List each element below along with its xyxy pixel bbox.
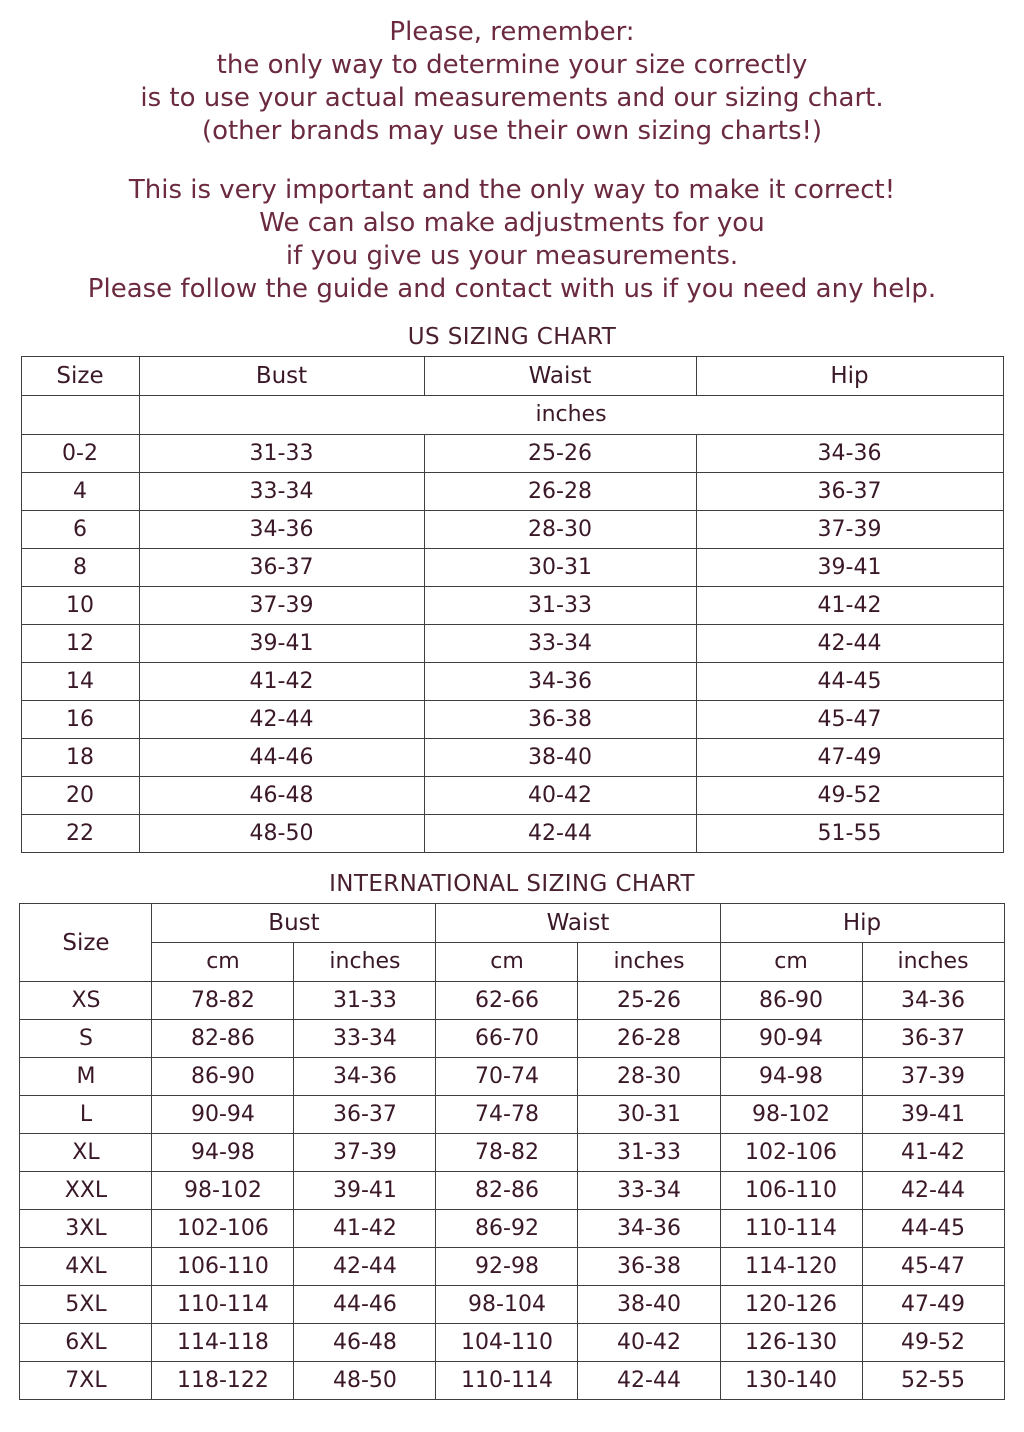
us-cell-size: 0-2 <box>21 435 139 473</box>
intl-cell-waist-in: 30-31 <box>578 1096 720 1134</box>
intl-cell-waist-in: 31-33 <box>578 1134 720 1172</box>
table-row <box>20 982 1004 1020</box>
us-cell-hip: 44-45 <box>696 663 1003 701</box>
us-cell-size: 10 <box>21 587 139 625</box>
us-table-header-row <box>21 357 1003 396</box>
intl-header-size: Size <box>20 904 152 982</box>
us-cell-size: 18 <box>21 739 139 777</box>
us-cell-hip: 37-39 <box>696 511 1003 549</box>
intl-header-hip: Hip <box>720 904 1004 943</box>
intl-cell-hip-in: 39-41 <box>862 1096 1004 1134</box>
intl-cell-waist-cm: 92-98 <box>436 1248 578 1286</box>
intl-cell-bust-in: 44-46 <box>294 1286 436 1324</box>
intl-cell-hip-cm: 94-98 <box>720 1058 862 1096</box>
us-cell-size: 4 <box>21 473 139 511</box>
intl-cell-waist-in: 36-38 <box>578 1248 720 1286</box>
intl-cell-hip-cm: 130-140 <box>720 1362 862 1400</box>
us-cell-hip: 47-49 <box>696 739 1003 777</box>
intl-cell-size: XXL <box>20 1172 152 1210</box>
intl-cell-bust-cm: 102-106 <box>152 1210 294 1248</box>
intl-cell-size: 6XL <box>20 1324 152 1362</box>
intl-cell-hip-in: 37-39 <box>862 1058 1004 1096</box>
us-cell-waist: 42-44 <box>424 815 696 853</box>
intl-cell-waist-cm: 110-114 <box>436 1362 578 1400</box>
table-row <box>21 511 1003 549</box>
intl-cell-waist-in: 42-44 <box>578 1362 720 1400</box>
us-chart-title: US SIZING CHART <box>407 324 617 350</box>
us-cell-bust: 34-36 <box>139 511 424 549</box>
us-cell-hip: 42-44 <box>696 625 1003 663</box>
us-cell-bust: 41-42 <box>139 663 424 701</box>
intl-cell-waist-in: 38-40 <box>578 1286 720 1324</box>
intl-chart-title: INTERNATIONAL SIZING CHART <box>329 871 695 897</box>
intl-header-waist: Waist <box>436 904 720 943</box>
intl-cell-size: XS <box>20 982 152 1020</box>
intl-cell-hip-cm: 126-130 <box>720 1324 862 1362</box>
intl-cell-bust-cm: 98-102 <box>152 1172 294 1210</box>
intl-cell-bust-cm: 106-110 <box>152 1248 294 1286</box>
us-cell-waist: 25-26 <box>424 435 696 473</box>
intro-line: Please follow the guide and contact with us if you need any help. <box>87 274 937 304</box>
intro-line: This is very important and the only way to make it correct! <box>128 175 896 205</box>
us-cell-size: 14 <box>21 663 139 701</box>
international-sizing-table <box>19 903 1004 1400</box>
table-row <box>21 549 1003 587</box>
intl-cell-bust-in: 37-39 <box>294 1134 436 1172</box>
table-row <box>20 1172 1004 1210</box>
intl-cell-hip-in: 47-49 <box>862 1286 1004 1324</box>
intro-line: if you give us your measurements. <box>285 241 739 271</box>
intl-unit-row <box>20 943 1004 982</box>
table-row <box>21 625 1003 663</box>
intro-spacer <box>0 148 1024 174</box>
intl-cell-size: 3XL <box>20 1210 152 1248</box>
intl-table-body <box>20 982 1004 1400</box>
intl-table-header-row <box>20 904 1004 943</box>
us-unit-label: inches <box>139 396 1003 435</box>
intl-cell-hip-cm: 110-114 <box>720 1210 862 1248</box>
us-cell-waist: 30-31 <box>424 549 696 587</box>
intl-cell-bust-cm: 94-98 <box>152 1134 294 1172</box>
us-cell-size: 12 <box>21 625 139 663</box>
us-cell-bust: 37-39 <box>139 587 424 625</box>
us-sizing-table <box>21 356 1004 853</box>
us-cell-bust: 33-34 <box>139 473 424 511</box>
us-cell-hip: 45-47 <box>696 701 1003 739</box>
intl-cell-size: 5XL <box>20 1286 152 1324</box>
intro-line: the only way to determine your size correctly <box>216 50 808 80</box>
us-cell-waist: 38-40 <box>424 739 696 777</box>
intl-cell-bust-cm: 110-114 <box>152 1286 294 1324</box>
us-cell-hip: 41-42 <box>696 587 1003 625</box>
us-cell-waist: 33-34 <box>424 625 696 663</box>
intl-cell-bust-in: 46-48 <box>294 1324 436 1362</box>
intl-cell-bust-in: 36-37 <box>294 1096 436 1134</box>
table-row <box>20 1362 1004 1400</box>
intl-cell-bust-in: 34-36 <box>294 1058 436 1096</box>
intl-cell-bust-in: 31-33 <box>294 982 436 1020</box>
intl-cell-hip-cm: 90-94 <box>720 1020 862 1058</box>
us-cell-hip: 34-36 <box>696 435 1003 473</box>
us-cell-waist: 26-28 <box>424 473 696 511</box>
us-cell-size: 6 <box>21 511 139 549</box>
us-cell-waist: 28-30 <box>424 511 696 549</box>
us-cell-bust: 36-37 <box>139 549 424 587</box>
table-row <box>21 701 1003 739</box>
intl-cell-bust-cm: 90-94 <box>152 1096 294 1134</box>
table-row <box>21 815 1003 853</box>
intl-cell-bust-cm: 86-90 <box>152 1058 294 1096</box>
us-cell-bust: 46-48 <box>139 777 424 815</box>
us-header-size: Size <box>21 357 139 396</box>
table-row <box>20 1210 1004 1248</box>
intl-cell-size: L <box>20 1096 152 1134</box>
intl-cell-hip-cm: 114-120 <box>720 1248 862 1286</box>
intl-cell-hip-cm: 120-126 <box>720 1286 862 1324</box>
intl-cell-bust-in: 41-42 <box>294 1210 436 1248</box>
intl-unit-bust-cm: cm <box>152 943 294 982</box>
table-row <box>20 1324 1004 1362</box>
us-header-waist: Waist <box>424 357 696 396</box>
intl-cell-waist-cm: 78-82 <box>436 1134 578 1172</box>
us-unit-row <box>21 396 1003 435</box>
us-cell-bust: 42-44 <box>139 701 424 739</box>
table-row <box>21 777 1003 815</box>
table-row <box>20 1286 1004 1324</box>
intl-unit-hip-inches: inches <box>862 943 1004 982</box>
intl-cell-hip-in: 41-42 <box>862 1134 1004 1172</box>
intl-cell-bust-in: 33-34 <box>294 1020 436 1058</box>
intl-cell-waist-in: 25-26 <box>578 982 720 1020</box>
us-header-bust: Bust <box>139 357 424 396</box>
intl-cell-waist-in: 26-28 <box>578 1020 720 1058</box>
intro-line: We can also make adjustments for you <box>259 208 765 238</box>
intro-text-block <box>0 0 1024 306</box>
intl-cell-waist-in: 40-42 <box>578 1324 720 1362</box>
intro-line: is to use your actual measurements and our sizing chart. <box>140 83 884 113</box>
us-cell-size: 22 <box>21 815 139 853</box>
us-cell-hip: 51-55 <box>696 815 1003 853</box>
intro-line: (other brands may use their own sizing charts!) <box>201 116 823 146</box>
intl-cell-hip-in: 42-44 <box>862 1172 1004 1210</box>
us-cell-hip: 39-41 <box>696 549 1003 587</box>
intl-cell-hip-in: 49-52 <box>862 1324 1004 1362</box>
intl-cell-hip-in: 36-37 <box>862 1020 1004 1058</box>
table-row <box>20 1020 1004 1058</box>
us-cell-bust: 44-46 <box>139 739 424 777</box>
us-cell-waist: 40-42 <box>424 777 696 815</box>
intl-cell-bust-cm: 118-122 <box>152 1362 294 1400</box>
us-unit-blank <box>21 396 139 435</box>
intl-cell-waist-cm: 86-92 <box>436 1210 578 1248</box>
intl-cell-waist-in: 34-36 <box>578 1210 720 1248</box>
us-cell-hip: 49-52 <box>696 777 1003 815</box>
intro-line: Please, remember: <box>389 17 635 47</box>
intl-cell-hip-cm: 106-110 <box>720 1172 862 1210</box>
intl-cell-hip-cm: 102-106 <box>720 1134 862 1172</box>
intl-cell-hip-cm: 86-90 <box>720 982 862 1020</box>
intl-cell-waist-cm: 66-70 <box>436 1020 578 1058</box>
intl-cell-bust-cm: 114-118 <box>152 1324 294 1362</box>
us-cell-bust: 31-33 <box>139 435 424 473</box>
intl-cell-size: S <box>20 1020 152 1058</box>
intl-cell-hip-in: 52-55 <box>862 1362 1004 1400</box>
intl-cell-bust-cm: 82-86 <box>152 1020 294 1058</box>
intl-cell-hip-in: 34-36 <box>862 982 1004 1020</box>
table-row <box>21 739 1003 777</box>
intl-cell-size: 7XL <box>20 1362 152 1400</box>
table-row <box>21 663 1003 701</box>
intl-cell-bust-in: 42-44 <box>294 1248 436 1286</box>
table-row <box>20 1248 1004 1286</box>
us-cell-size: 16 <box>21 701 139 739</box>
us-cell-size: 8 <box>21 549 139 587</box>
us-cell-hip: 36-37 <box>696 473 1003 511</box>
intl-cell-bust-in: 48-50 <box>294 1362 436 1400</box>
intl-unit-hip-cm: cm <box>720 943 862 982</box>
us-cell-bust: 39-41 <box>139 625 424 663</box>
intl-cell-hip-in: 44-45 <box>862 1210 1004 1248</box>
intl-cell-waist-in: 28-30 <box>578 1058 720 1096</box>
intl-cell-hip-in: 45-47 <box>862 1248 1004 1286</box>
intl-cell-waist-cm: 74-78 <box>436 1096 578 1134</box>
intl-cell-bust-cm: 78-82 <box>152 982 294 1020</box>
table-row <box>20 1058 1004 1096</box>
us-cell-size: 20 <box>21 777 139 815</box>
intl-cell-size: M <box>20 1058 152 1096</box>
intl-cell-size: XL <box>20 1134 152 1172</box>
intl-cell-waist-cm: 82-86 <box>436 1172 578 1210</box>
us-cell-bust: 48-50 <box>139 815 424 853</box>
us-cell-waist: 31-33 <box>424 587 696 625</box>
intl-cell-waist-cm: 62-66 <box>436 982 578 1020</box>
intl-unit-waist-inches: inches <box>578 943 720 982</box>
table-row <box>21 435 1003 473</box>
intl-cell-hip-cm: 98-102 <box>720 1096 862 1134</box>
intl-unit-bust-inches: inches <box>294 943 436 982</box>
intl-cell-waist-cm: 98-104 <box>436 1286 578 1324</box>
us-cell-waist: 36-38 <box>424 701 696 739</box>
intl-cell-waist-in: 33-34 <box>578 1172 720 1210</box>
intl-unit-waist-cm: cm <box>436 943 578 982</box>
intl-cell-waist-cm: 70-74 <box>436 1058 578 1096</box>
us-cell-waist: 34-36 <box>424 663 696 701</box>
intl-header-bust: Bust <box>152 904 436 943</box>
table-row <box>20 1096 1004 1134</box>
table-row <box>21 587 1003 625</box>
intl-cell-bust-in: 39-41 <box>294 1172 436 1210</box>
us-table-body <box>21 435 1003 853</box>
intl-cell-size: 4XL <box>20 1248 152 1286</box>
table-row <box>20 1134 1004 1172</box>
intl-cell-waist-cm: 104-110 <box>436 1324 578 1362</box>
us-header-hip: Hip <box>696 357 1003 396</box>
table-row <box>21 473 1003 511</box>
